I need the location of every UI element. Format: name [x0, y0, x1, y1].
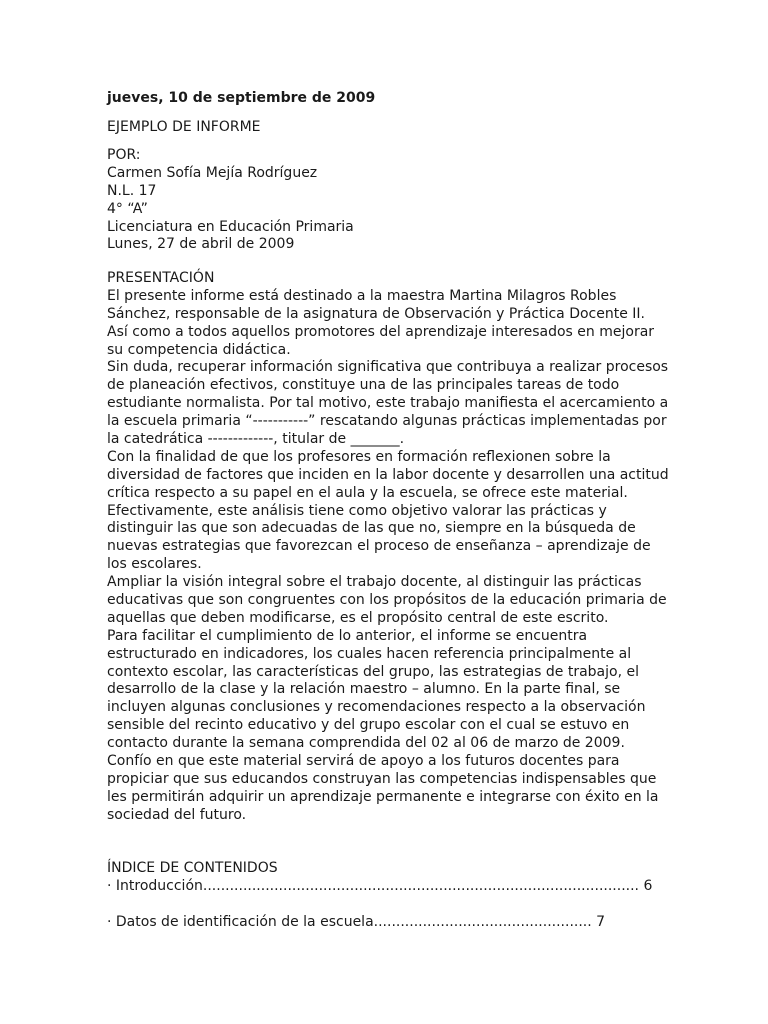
author-block	[107, 147, 354, 254]
paragraph-line: los escolares.	[107, 556, 202, 573]
paragraph-line: contacto durante la semana comprendida del 02 al 06 de marzo de 2009.	[107, 735, 625, 752]
paragraph-line: nuevas estrategias que favorezcan el proceso de enseñanza – aprendizaje de	[107, 538, 651, 555]
paragraph-line: distinguir las que son adecuadas de las que no, siempre en la búsqueda de	[107, 520, 636, 537]
paragraph-line: su competencia didáctica.	[107, 341, 291, 358]
paragraph-line: contexto escolar, las características del grupo, las estrategias de trabajo, el	[107, 663, 639, 680]
paragraph-line: sociedad del futuro.	[107, 806, 247, 823]
index-entry: · Datos de identificación de la escuela................................................. 7	[107, 913, 606, 930]
document-date: jueves, 10 de septiembre de 2009	[107, 90, 376, 106]
paragraph-line: El presente informe está destinado a la maestra Martina Milagros Robles	[107, 287, 617, 304]
paragraph-line: diversidad de factores que inciden en la labor docente y desarrollen una actitud	[107, 466, 669, 483]
group-label: 4° “A”	[107, 200, 148, 217]
paragraph-line: aquellas que deben modificarse, es el propósito central de este escrito.	[107, 609, 609, 626]
paragraph-line: estructurado en indicadores, los cuales hacen referencia principalmente al	[107, 645, 632, 662]
paragraph-line: Sin duda, recuperar información significativa que contribuya a realizar procesos	[107, 359, 669, 376]
paragraph-line: Con la finalidad de que los profesores en formación reflexionen sobre la	[107, 448, 611, 465]
index-heading: ÍNDICE DE CONTENIDOS	[107, 860, 278, 876]
paragraph-line: estudiante normalista. Por tal motivo, este trabajo manifiesta el acercamiento a	[107, 395, 669, 412]
paragraph-line: Sánchez, responsable de la asignatura de Observación y Práctica Docente II.	[107, 305, 646, 322]
paragraph-line: Ampliar la visión integral sobre el trabajo docente, al distinguir las prácticas	[107, 574, 642, 591]
paragraph-line: la escuela primaria “-----------” rescatando algunas prácticas implementadas por	[107, 413, 667, 430]
paragraph-line: crítica respecto a su papel en el aula y la escuela, se ofrece este material.	[107, 484, 628, 501]
paragraph-line: Efectivamente, este análisis tiene como objetivo valorar las prácticas y	[107, 502, 607, 519]
por-label: POR:	[107, 147, 141, 163]
document-title: EJEMPLO DE INFORME	[107, 119, 261, 135]
paragraph-line: Así como a todos aquellos promotores del aprendizaje interesados en mejorar	[107, 323, 655, 340]
presentation-heading: PRESENTACIÓN	[107, 270, 215, 286]
list-number: N.L. 17	[107, 182, 157, 199]
index-entry: · Introducción.................................................................................................. 6	[107, 877, 653, 894]
paragraph-line: propiciar que sus educandos construyan las competencias indispensables que	[107, 770, 657, 787]
paragraph-line: la catedrática -------------, titular de _______.	[107, 431, 405, 448]
author-name: Carmen Sofía Mejía Rodríguez	[107, 164, 318, 181]
presentation-section	[107, 270, 669, 825]
paragraph-line: incluyen algunas conclusiones y recomendaciones respecto a la observación	[107, 699, 646, 716]
paragraph-line: Para facilitar el cumplimiento de lo anterior, el informe se encuentra	[107, 627, 588, 644]
paragraph-line: sensible del recinto educativo y del grupo escolar con el cual se estuvo en	[107, 717, 630, 734]
paragraph-line: les permitirán adquirir un aprendizaje permanente e integrarse con éxito en la	[107, 788, 659, 805]
program-name: Licenciatura en Educación Primaria	[107, 218, 354, 235]
paragraph-line: Confío en que este material servirá de apoyo a los futuros docentes para	[107, 753, 620, 770]
author-date: Lunes, 27 de abril de 2009	[107, 236, 295, 253]
paragraph-line: de planeación efectivos, constituye una de las principales tareas de todo	[107, 377, 620, 394]
table-of-contents	[107, 860, 652, 932]
paragraph-line: desarrollo de la clase y la relación maestro – alumno. En la parte final, se	[107, 681, 621, 698]
paragraph-line: educativas que son congruentes con los propósitos de la educación primaria de	[107, 592, 667, 609]
index-spacer	[107, 896, 652, 914]
